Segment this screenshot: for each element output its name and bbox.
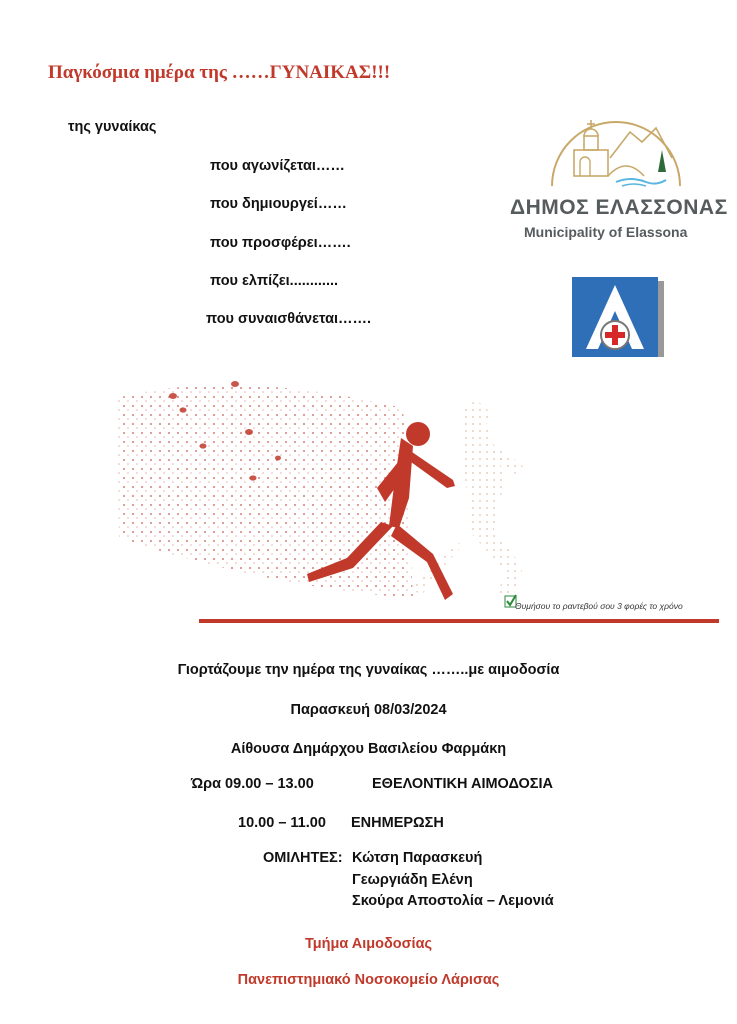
event-date: Παρασκευή 08/03/2024 xyxy=(290,702,447,718)
poem-line: που δημιουργεί…… xyxy=(210,196,347,212)
poem-subtitle: της γυναίκας xyxy=(68,119,157,135)
poem-line: που συναισθάνεται……. xyxy=(206,311,372,327)
blood-donation-logo xyxy=(572,277,664,357)
poem-line: που ελπίζει............ xyxy=(210,273,339,289)
page-title: Παγκόσμια ημέρα της ……ΓΥΝΑΙΚΑΣ!!! xyxy=(48,62,391,83)
reminder-caption: Θυμήσου το ραντεβού σου 3 φορές το χρόνο xyxy=(515,601,683,611)
municipality-name-en: Municipality of Elassona xyxy=(524,224,688,240)
poem-line: που αγωνίζεται…… xyxy=(210,158,345,174)
running-woman-banner xyxy=(113,358,723,628)
speaker-name: Σκούρα Αποστολία – Λεμονιά xyxy=(352,893,554,909)
speaker-name: Γεωργιάδη Ελένη xyxy=(352,872,473,888)
poem-line: που προσφέρει……. xyxy=(210,235,351,251)
event-venue: Αίθουσα Δημάρχου Βασιλείου Φαρμάκη xyxy=(230,741,507,757)
schedule-label-1: ΕΘΕΛΟΝΤΙΚΗ ΑΙΜΟΔΟΣΙΑ xyxy=(372,776,553,792)
schedule-time-1: Ώρα 09.00 – 13.00 xyxy=(191,776,314,792)
footer-hospital: Πανεπιστημιακό Νοσοκομείο Λάρισας xyxy=(237,972,500,988)
municipality-name-gr: ΔΗΜΟΣ ΕΛΑΣΣΟΝΑΣ xyxy=(510,196,728,219)
municipality-emblem xyxy=(546,98,686,190)
schedule-time-2: 10.00 – 11.00 xyxy=(238,815,326,831)
speaker-name: Κώτση Παρασκευή xyxy=(352,850,483,866)
event-headline: Γιορτάζουμε την ημέρα της γυναίκας ……..με αιμοδοσία xyxy=(177,662,560,678)
banner-baseline xyxy=(199,619,719,623)
footer-department: Τμήμα Αιμοδοσίας xyxy=(304,936,433,952)
speakers-label: ΟΜΙΛΗΤΕΣ: xyxy=(263,850,343,866)
schedule-label-2: ΕΝΗΜΕΡΩΣΗ xyxy=(351,815,444,831)
